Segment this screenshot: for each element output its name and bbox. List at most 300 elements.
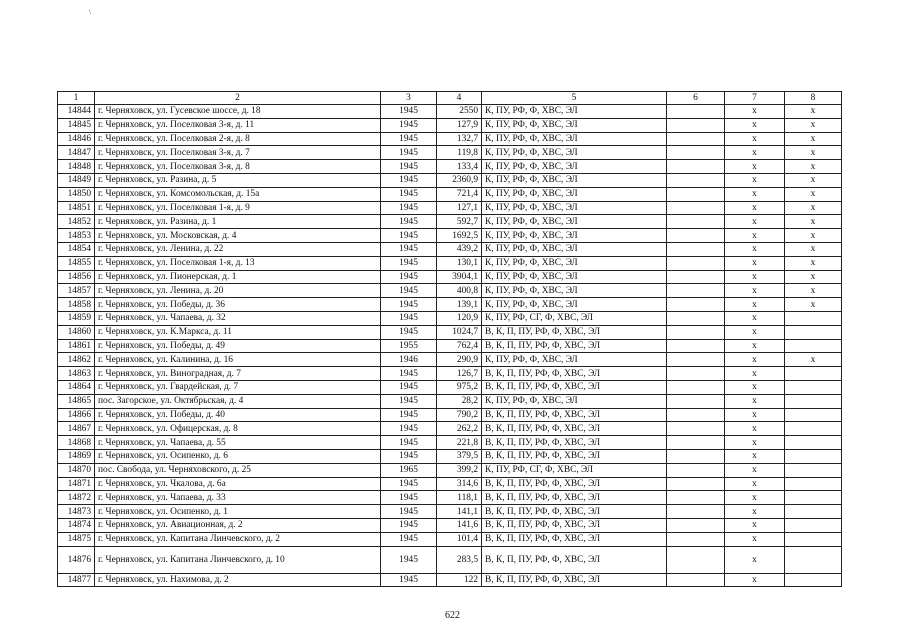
column-8-cell xyxy=(785,449,842,463)
column-8-cell xyxy=(785,491,842,505)
column-6-cell xyxy=(667,436,725,450)
column-6-cell xyxy=(667,256,725,270)
column-6-cell xyxy=(667,311,725,325)
address-cell: г. Черняховск, ул. Офицерская, д. 8 xyxy=(95,422,381,436)
header-cell-6: 6 xyxy=(667,92,725,105)
column-7-cell: х xyxy=(725,118,785,132)
systems-cell: К, ПУ, РФ, Ф, ХВС, ЭЛ xyxy=(482,229,667,243)
year-cell: 1945 xyxy=(381,229,437,243)
year-cell: 1945 xyxy=(381,532,437,546)
systems-cell: В, К, П, ПУ, РФ, Ф, ХВС, ЭЛ xyxy=(482,422,667,436)
column-7-cell: х xyxy=(725,491,785,505)
column-7-cell: х xyxy=(725,132,785,146)
table-row xyxy=(58,146,842,160)
column-6-cell xyxy=(667,284,725,298)
year-cell: 1945 xyxy=(381,173,437,187)
area-cell: 141,1 xyxy=(437,505,482,519)
row-number: 14860 xyxy=(58,325,95,339)
address-cell: г. Черняховск, ул. Чапаева, д. 33 xyxy=(95,491,381,505)
buildings-table xyxy=(57,91,842,587)
systems-cell: К, ПУ, РФ, СГ, Ф, ХВС, ЭЛ xyxy=(482,311,667,325)
row-number: 14868 xyxy=(58,436,95,450)
row-number: 14863 xyxy=(58,367,95,381)
row-number: 14873 xyxy=(58,505,95,519)
column-6-cell xyxy=(667,394,725,408)
table-row xyxy=(58,325,842,339)
area-cell: 3904,1 xyxy=(437,270,482,284)
address-cell: г. Черняховск, ул. Победы, д. 36 xyxy=(95,298,381,312)
header-cell-2: 2 xyxy=(95,92,381,105)
column-6-cell xyxy=(667,532,725,546)
area-cell: 139,1 xyxy=(437,298,482,312)
systems-cell: К, ПУ, РФ, Ф, ХВС, ЭЛ xyxy=(482,394,667,408)
row-number: 14872 xyxy=(58,491,95,505)
column-6-cell xyxy=(667,201,725,215)
column-7-cell: х xyxy=(725,325,785,339)
table-row xyxy=(58,173,842,187)
year-cell: 1945 xyxy=(381,187,437,201)
address-cell: пос. Загорское, ул. Октябрьская, д. 4 xyxy=(95,394,381,408)
row-number: 14874 xyxy=(58,518,95,532)
table-row xyxy=(58,160,842,174)
column-7-cell: х xyxy=(725,546,785,573)
column-6-cell xyxy=(667,573,725,587)
area-cell: 118,1 xyxy=(437,491,482,505)
address-cell: г. Черняховск, ул. Поселковая 1-я, д. 13 xyxy=(95,256,381,270)
row-number: 14862 xyxy=(58,353,95,367)
area-cell: 439,2 xyxy=(437,242,482,256)
column-8-cell: х xyxy=(785,270,842,284)
year-cell: 1945 xyxy=(381,284,437,298)
column-8-cell xyxy=(785,367,842,381)
column-6-cell xyxy=(667,325,725,339)
address-cell: г. Черняховск, ул. Ленина, д. 22 xyxy=(95,242,381,256)
area-cell: 126,7 xyxy=(437,367,482,381)
area-cell: 399,2 xyxy=(437,463,482,477)
area-cell: 1692,5 xyxy=(437,229,482,243)
column-6-cell xyxy=(667,463,725,477)
row-number: 14858 xyxy=(58,298,95,312)
address-cell: г. Черняховск, ул. Разина, д. 1 xyxy=(95,215,381,229)
column-8-cell xyxy=(785,573,842,587)
year-cell: 1945 xyxy=(381,215,437,229)
column-7-cell: х xyxy=(725,463,785,477)
table-header-row xyxy=(58,92,842,105)
systems-cell: К, ПУ, РФ, Ф, ХВС, ЭЛ xyxy=(482,270,667,284)
systems-cell: В, К, П, ПУ, РФ, Ф, ХВС, ЭЛ xyxy=(482,325,667,339)
column-6-cell xyxy=(667,422,725,436)
column-8-cell xyxy=(785,311,842,325)
column-6-cell xyxy=(667,353,725,367)
column-8-cell: х xyxy=(785,215,842,229)
area-cell: 101,4 xyxy=(437,532,482,546)
address-cell: г. Черняховск, ул. Комсомольская, д. 15а xyxy=(95,187,381,201)
column-8-cell: х xyxy=(785,229,842,243)
table-row xyxy=(58,229,842,243)
column-8-cell: х xyxy=(785,201,842,215)
table-row xyxy=(58,187,842,201)
column-6-cell xyxy=(667,160,725,174)
column-7-cell: х xyxy=(725,380,785,394)
row-number: 14846 xyxy=(58,132,95,146)
systems-cell: К, ПУ, РФ, Ф, ХВС, ЭЛ xyxy=(482,187,667,201)
year-cell: 1945 xyxy=(381,505,437,519)
row-number: 14861 xyxy=(58,339,95,353)
year-cell: 1945 xyxy=(381,422,437,436)
address-cell: г. Черняховск, ул. Капитана Линчевского, д. 2 xyxy=(95,532,381,546)
address-cell: г. Черняховск, ул. Поселковая 2-я, д. 8 xyxy=(95,132,381,146)
year-cell: 1965 xyxy=(381,463,437,477)
column-6-cell xyxy=(667,173,725,187)
row-number: 14853 xyxy=(58,229,95,243)
row-number: 14876 xyxy=(58,546,95,573)
column-7-cell: х xyxy=(725,518,785,532)
area-cell: 379,5 xyxy=(437,449,482,463)
column-8-cell xyxy=(785,463,842,477)
table-row xyxy=(58,408,842,422)
table-body xyxy=(58,105,842,587)
systems-cell: К, ПУ, РФ, Ф, ХВС, ЭЛ xyxy=(482,146,667,160)
address-cell: г. Черняховск, ул. Ленина, д. 20 xyxy=(95,284,381,298)
row-number: 14849 xyxy=(58,173,95,187)
area-cell: 132,7 xyxy=(437,132,482,146)
address-cell: г. Черняховск, ул. Победы, д. 49 xyxy=(95,339,381,353)
table-row xyxy=(58,463,842,477)
year-cell: 1945 xyxy=(381,573,437,587)
table-row xyxy=(58,491,842,505)
systems-cell: В, К, П, ПУ, РФ, Ф, ХВС, ЭЛ xyxy=(482,573,667,587)
area-cell: 790,2 xyxy=(437,408,482,422)
address-cell: г. Черняховск, ул. Нахимова, д. 2 xyxy=(95,573,381,587)
row-number: 14871 xyxy=(58,477,95,491)
column-7-cell: х xyxy=(725,256,785,270)
year-cell: 1945 xyxy=(381,546,437,573)
systems-cell: К, ПУ, РФ, Ф, ХВС, ЭЛ xyxy=(482,201,667,215)
column-7-cell: х xyxy=(725,394,785,408)
header-cell-5: 5 xyxy=(482,92,667,105)
year-cell: 1945 xyxy=(381,408,437,422)
column-6-cell xyxy=(667,242,725,256)
year-cell: 1945 xyxy=(381,242,437,256)
area-cell: 127,1 xyxy=(437,201,482,215)
column-8-cell: х xyxy=(785,187,842,201)
column-8-cell xyxy=(785,339,842,353)
column-6-cell xyxy=(667,518,725,532)
table-row xyxy=(58,380,842,394)
row-number: 14852 xyxy=(58,215,95,229)
area-cell: 400,8 xyxy=(437,284,482,298)
column-8-cell: х xyxy=(785,146,842,160)
systems-cell: К, ПУ, РФ, Ф, ХВС, ЭЛ xyxy=(482,160,667,174)
address-cell: г. Черняховск, ул. Поселковая 3-я, д. 11 xyxy=(95,118,381,132)
table-row xyxy=(58,242,842,256)
column-8-cell: х xyxy=(785,353,842,367)
header-cell-1: 1 xyxy=(58,92,95,105)
year-cell: 1945 xyxy=(381,449,437,463)
column-6-cell xyxy=(667,105,725,119)
table-row xyxy=(58,436,842,450)
address-cell: г. Черняховск, ул. Поселковая 1-я, д. 9 xyxy=(95,201,381,215)
column-6-cell xyxy=(667,380,725,394)
year-cell: 1945 xyxy=(381,146,437,160)
column-8-cell: х xyxy=(785,242,842,256)
row-number: 14870 xyxy=(58,463,95,477)
address-cell: г. Черняховск, ул. Гусевское шоссе, д. 18 xyxy=(95,105,381,119)
systems-cell: В, К, П, ПУ, РФ, Ф, ХВС, ЭЛ xyxy=(482,505,667,519)
address-cell: г. Черняховск, ул. Поселковая 3-я, д. 8 xyxy=(95,160,381,174)
column-8-cell: х xyxy=(785,105,842,119)
column-7-cell: х xyxy=(725,573,785,587)
column-8-cell xyxy=(785,505,842,519)
column-7-cell: х xyxy=(725,187,785,201)
table-row xyxy=(58,353,842,367)
header-cell-3: 3 xyxy=(381,92,437,105)
year-cell: 1945 xyxy=(381,367,437,381)
column-6-cell xyxy=(667,298,725,312)
year-cell: 1945 xyxy=(381,325,437,339)
column-6-cell xyxy=(667,215,725,229)
area-cell: 221,8 xyxy=(437,436,482,450)
column-7-cell: х xyxy=(725,422,785,436)
area-cell: 975,2 xyxy=(437,380,482,394)
column-8-cell xyxy=(785,325,842,339)
area-cell: 314,6 xyxy=(437,477,482,491)
column-7-cell: х xyxy=(725,229,785,243)
systems-cell: В, К, П, ПУ, РФ, Ф, ХВС, ЭЛ xyxy=(482,367,667,381)
year-cell: 1945 xyxy=(381,394,437,408)
column-7-cell: х xyxy=(725,532,785,546)
column-8-cell xyxy=(785,408,842,422)
header-cell-8: 8 xyxy=(785,92,842,105)
systems-cell: К, ПУ, РФ, Ф, ХВС, ЭЛ xyxy=(482,284,667,298)
column-7-cell: х xyxy=(725,160,785,174)
table-row xyxy=(58,201,842,215)
area-cell: 262,2 xyxy=(437,422,482,436)
column-8-cell: х xyxy=(785,118,842,132)
column-7-cell: х xyxy=(725,477,785,491)
column-6-cell xyxy=(667,132,725,146)
column-7-cell: х xyxy=(725,105,785,119)
column-6-cell xyxy=(667,187,725,201)
area-cell: 2550 xyxy=(437,105,482,119)
address-cell: г. Черняховск, ул. Разина, д. 5 xyxy=(95,173,381,187)
table-row xyxy=(58,215,842,229)
area-cell: 119,8 xyxy=(437,146,482,160)
address-cell: г. Черняховск, ул. Гвардейская, д. 7 xyxy=(95,380,381,394)
area-cell: 127,9 xyxy=(437,118,482,132)
area-cell: 141,6 xyxy=(437,518,482,532)
table-row xyxy=(58,284,842,298)
column-7-cell: х xyxy=(725,146,785,160)
systems-cell: К, ПУ, РФ, Ф, ХВС, ЭЛ xyxy=(482,298,667,312)
row-number: 14844 xyxy=(58,105,95,119)
year-cell: 1945 xyxy=(381,270,437,284)
column-8-cell: х xyxy=(785,298,842,312)
column-7-cell: х xyxy=(725,215,785,229)
column-8-cell xyxy=(785,422,842,436)
address-cell: г. Черняховск, ул. Капитана Линчевского, д. 10 xyxy=(95,546,381,573)
year-cell: 1945 xyxy=(381,201,437,215)
row-number: 14867 xyxy=(58,422,95,436)
column-8-cell xyxy=(785,518,842,532)
area-cell: 122 xyxy=(437,573,482,587)
header-cell-4: 4 xyxy=(437,92,482,105)
address-cell: г. Черняховск, ул. Виноградная, д. 7 xyxy=(95,367,381,381)
table-row xyxy=(58,311,842,325)
address-cell: г. Черняховск, ул. Калинина, д. 16 xyxy=(95,353,381,367)
column-6-cell xyxy=(667,505,725,519)
column-8-cell xyxy=(785,477,842,491)
area-cell: 1024,7 xyxy=(437,325,482,339)
column-7-cell: х xyxy=(725,449,785,463)
area-cell: 120,9 xyxy=(437,311,482,325)
column-6-cell xyxy=(667,118,725,132)
area-cell: 28,2 xyxy=(437,394,482,408)
row-number: 14865 xyxy=(58,394,95,408)
area-cell: 762,4 xyxy=(437,339,482,353)
table-row xyxy=(58,505,842,519)
table-row xyxy=(58,132,842,146)
year-cell: 1945 xyxy=(381,105,437,119)
column-7-cell: х xyxy=(725,367,785,381)
table-row xyxy=(58,449,842,463)
table-row xyxy=(58,118,842,132)
systems-cell: К, ПУ, РФ, Ф, ХВС, ЭЛ xyxy=(482,242,667,256)
column-7-cell: х xyxy=(725,284,785,298)
column-8-cell: х xyxy=(785,284,842,298)
year-cell: 1945 xyxy=(381,518,437,532)
column-7-cell: х xyxy=(725,408,785,422)
column-6-cell xyxy=(667,367,725,381)
year-cell: 1945 xyxy=(381,311,437,325)
area-cell: 721,4 xyxy=(437,187,482,201)
column-7-cell: х xyxy=(725,298,785,312)
address-cell: пос. Свобода, ул. Черняховского, д. 25 xyxy=(95,463,381,477)
column-6-cell xyxy=(667,449,725,463)
column-8-cell xyxy=(785,546,842,573)
address-cell: г. Черняховск, ул. Московская, д. 4 xyxy=(95,229,381,243)
year-cell: 1955 xyxy=(381,339,437,353)
row-number: 14851 xyxy=(58,201,95,215)
column-6-cell xyxy=(667,270,725,284)
table-row xyxy=(58,256,842,270)
table-row xyxy=(58,105,842,119)
table-row xyxy=(58,518,842,532)
year-cell: 1945 xyxy=(381,380,437,394)
column-7-cell: х xyxy=(725,242,785,256)
systems-cell: В, К, П, ПУ, РФ, Ф, ХВС, ЭЛ xyxy=(482,477,667,491)
header-cell-7: 7 xyxy=(725,92,785,105)
column-7-cell: х xyxy=(725,436,785,450)
year-cell: 1945 xyxy=(381,436,437,450)
address-cell: г. Черняховск, ул. Авиационная, д. 2 xyxy=(95,518,381,532)
year-cell: 1946 xyxy=(381,353,437,367)
column-8-cell: х xyxy=(785,132,842,146)
year-cell: 1945 xyxy=(381,118,437,132)
address-cell: г. Черняховск, ул. Поселковая 3-я, д. 7 xyxy=(95,146,381,160)
row-number: 14859 xyxy=(58,311,95,325)
address-cell: г. Черняховск, ул. Победы, д. 40 xyxy=(95,408,381,422)
systems-cell: В, К, П, ПУ, РФ, Ф, ХВС, ЭЛ xyxy=(482,408,667,422)
systems-cell: В, К, П, ПУ, РФ, Ф, ХВС, ЭЛ xyxy=(482,449,667,463)
area-cell: 130,1 xyxy=(437,256,482,270)
year-cell: 1945 xyxy=(381,298,437,312)
systems-cell: В, К, П, ПУ, РФ, Ф, ХВС, ЭЛ xyxy=(482,436,667,450)
row-number: 14845 xyxy=(58,118,95,132)
column-8-cell: х xyxy=(785,160,842,174)
row-number: 14848 xyxy=(58,160,95,174)
area-cell: 283,5 xyxy=(437,546,482,573)
systems-cell: В, К, П, ПУ, РФ, Ф, ХВС, ЭЛ xyxy=(482,380,667,394)
year-cell: 1945 xyxy=(381,477,437,491)
table-row xyxy=(58,546,842,573)
column-7-cell: х xyxy=(725,173,785,187)
address-cell: г. Черняховск, ул. Осипенко, д. 1 xyxy=(95,505,381,519)
column-6-cell xyxy=(667,229,725,243)
table-row xyxy=(58,367,842,381)
column-7-cell: х xyxy=(725,505,785,519)
systems-cell: В, К, П, ПУ, РФ, Ф, ХВС, ЭЛ xyxy=(482,339,667,353)
column-8-cell: х xyxy=(785,256,842,270)
year-cell: 1945 xyxy=(381,491,437,505)
column-8-cell xyxy=(785,380,842,394)
column-6-cell xyxy=(667,477,725,491)
table-row xyxy=(58,394,842,408)
column-8-cell xyxy=(785,394,842,408)
area-cell: 592,7 xyxy=(437,215,482,229)
column-7-cell: х xyxy=(725,339,785,353)
table-row xyxy=(58,573,842,587)
address-cell: г. Черняховск, ул. Пионерская, д. 1 xyxy=(95,270,381,284)
table-row xyxy=(58,270,842,284)
area-cell: 133,4 xyxy=(437,160,482,174)
address-cell: г. Черняховск, ул. К.Маркса, д. 11 xyxy=(95,325,381,339)
year-cell: 1945 xyxy=(381,132,437,146)
table-row xyxy=(58,422,842,436)
corner-mark: \ xyxy=(89,8,91,16)
row-number: 14877 xyxy=(58,573,95,587)
column-6-cell xyxy=(667,546,725,573)
column-6-cell xyxy=(667,491,725,505)
column-8-cell xyxy=(785,436,842,450)
address-cell: г. Черняховск, ул. Чапаева, д. 55 xyxy=(95,436,381,450)
row-number: 14875 xyxy=(58,532,95,546)
column-8-cell xyxy=(785,532,842,546)
table-row xyxy=(58,532,842,546)
row-number: 14869 xyxy=(58,449,95,463)
area-cell: 2360,9 xyxy=(437,173,482,187)
systems-cell: К, ПУ, РФ, Ф, ХВС, ЭЛ xyxy=(482,105,667,119)
systems-cell: К, ПУ, РФ, Ф, ХВС, ЭЛ xyxy=(482,353,667,367)
area-cell: 290,9 xyxy=(437,353,482,367)
systems-cell: К, ПУ, РФ, Ф, ХВС, ЭЛ xyxy=(482,132,667,146)
page-number: 622 xyxy=(445,610,460,621)
table-row xyxy=(58,477,842,491)
year-cell: 1945 xyxy=(381,160,437,174)
systems-cell: К, ПУ, РФ, Ф, ХВС, ЭЛ xyxy=(482,173,667,187)
row-number: 14850 xyxy=(58,187,95,201)
row-number: 14847 xyxy=(58,146,95,160)
systems-cell: В, К, П, ПУ, РФ, Ф, ХВС, ЭЛ xyxy=(482,546,667,573)
column-7-cell: х xyxy=(725,201,785,215)
address-cell: г. Черняховск, ул. Чапаева, д. 32 xyxy=(95,311,381,325)
systems-cell: В, К, П, ПУ, РФ, Ф, ХВС, ЭЛ xyxy=(482,532,667,546)
address-cell: г. Черняховск, ул. Чкалова, д. 6а xyxy=(95,477,381,491)
row-number: 14854 xyxy=(58,242,95,256)
row-number: 14856 xyxy=(58,270,95,284)
systems-cell: К, ПУ, РФ, СГ, Ф, ХВС, ЭЛ xyxy=(482,463,667,477)
row-number: 14855 xyxy=(58,256,95,270)
